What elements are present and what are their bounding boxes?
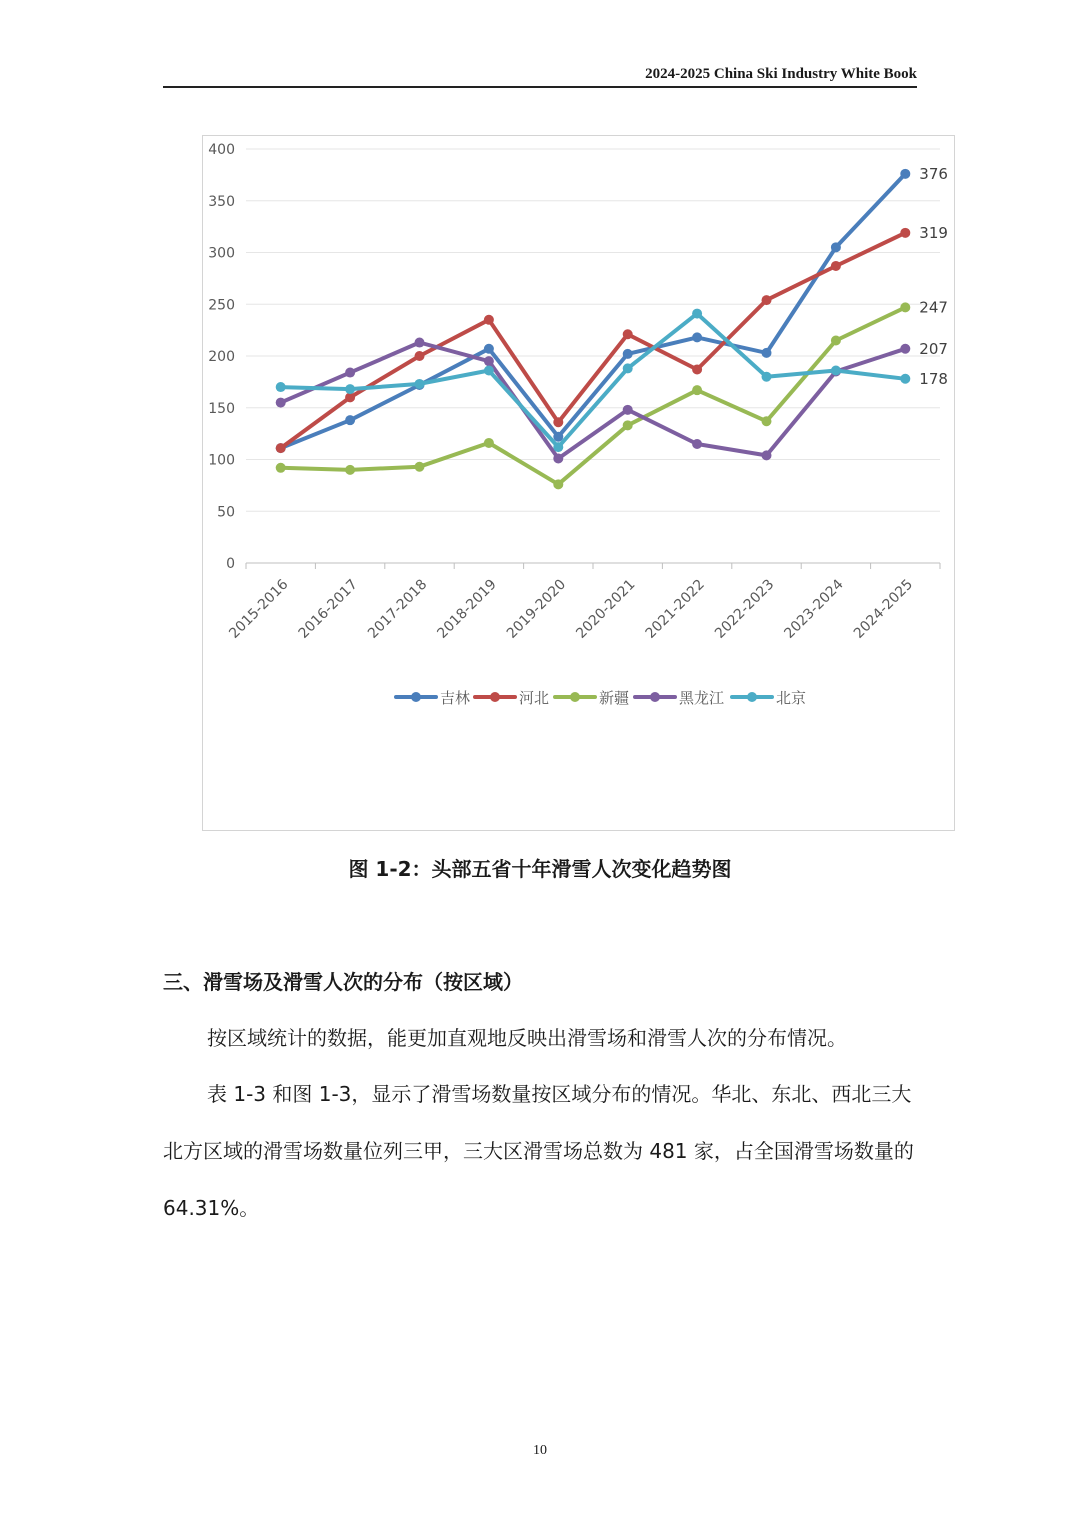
y-tick-label: 300 bbox=[208, 245, 235, 262]
data-point bbox=[900, 228, 910, 238]
data-point bbox=[415, 379, 425, 389]
x-tick-label: 2018-2019 bbox=[434, 576, 500, 642]
x-tick-label: 2017-2018 bbox=[365, 576, 431, 642]
data-point bbox=[484, 356, 494, 366]
data-point bbox=[553, 453, 563, 463]
data-point bbox=[762, 372, 772, 382]
data-point bbox=[692, 332, 702, 342]
x-tick-label: 2024-2025 bbox=[850, 576, 917, 642]
x-tick-label: 2020-2021 bbox=[573, 576, 639, 642]
data-point bbox=[762, 295, 772, 305]
data-point bbox=[345, 368, 355, 378]
legend-swatch-marker bbox=[650, 692, 660, 702]
data-point bbox=[692, 385, 702, 395]
data-point bbox=[345, 384, 355, 394]
x-tick-label: 2016-2017 bbox=[295, 576, 361, 642]
section-heading: 三、滑雪场及滑雪人次的分布（按区域） bbox=[163, 970, 523, 994]
y-tick-label: 200 bbox=[208, 349, 235, 365]
y-tick-label: 400 bbox=[208, 142, 235, 158]
data-point bbox=[276, 382, 286, 392]
data-point bbox=[623, 405, 633, 415]
series-line-1 bbox=[281, 233, 906, 448]
running-title: 2024-2025 China Ski Industry White Book bbox=[645, 66, 917, 82]
x-tick-label: 2022-2023 bbox=[712, 576, 778, 642]
x-tick-label: 2021-2022 bbox=[642, 576, 708, 642]
data-point bbox=[692, 439, 702, 449]
legend-label: 北京 bbox=[776, 689, 807, 707]
data-point bbox=[484, 315, 494, 325]
data-point bbox=[623, 329, 633, 339]
legend-label: 吉林 bbox=[440, 689, 471, 707]
data-label: 319 bbox=[919, 223, 948, 242]
y-tick-label: 250 bbox=[208, 297, 235, 314]
data-label: 207 bbox=[919, 339, 948, 358]
data-point bbox=[831, 335, 841, 345]
figure-caption: 图 1-2：头部五省十年滑雪人次变化趋势图 bbox=[348, 857, 732, 881]
data-point bbox=[276, 443, 286, 453]
paragraph-1: 按区域统计的数据，能更加直观地反映出滑雪场和滑雪人次的分布情况。 bbox=[207, 1026, 847, 1050]
data-point bbox=[484, 438, 494, 448]
data-point bbox=[345, 415, 355, 425]
x-tick-label: 2023-2024 bbox=[781, 576, 847, 642]
data-label: 247 bbox=[919, 298, 948, 317]
y-tick-label: 350 bbox=[208, 193, 235, 210]
data-label: 178 bbox=[919, 369, 948, 388]
data-label: 376 bbox=[919, 164, 948, 183]
data-point bbox=[415, 338, 425, 348]
data-point bbox=[762, 416, 772, 426]
y-tick-label: 0 bbox=[226, 556, 235, 572]
paragraph-2: 表 1-3 和图 1-3，显示了滑雪场数量按区域分布的情况。华北、东北、西北三大北方区域的滑雪场数量位列三甲，三大区滑雪场总数为 481 家，占全国滑雪场数量的 64.31%。 bbox=[163, 1082, 914, 1220]
data-point bbox=[762, 450, 772, 460]
data-point bbox=[623, 363, 633, 373]
data-point bbox=[623, 420, 633, 430]
data-point bbox=[623, 349, 633, 359]
line-chart-frame bbox=[202, 135, 955, 831]
y-tick-label: 50 bbox=[217, 504, 235, 521]
legend-label: 河北 bbox=[519, 689, 550, 707]
data-point bbox=[831, 242, 841, 252]
data-point bbox=[345, 465, 355, 475]
x-tick-label: 2015-2016 bbox=[226, 576, 292, 642]
data-point bbox=[484, 344, 494, 354]
x-tick-label: 2019-2020 bbox=[503, 576, 570, 642]
data-point bbox=[484, 365, 494, 375]
legend-label: 黑龙江 bbox=[679, 689, 725, 707]
data-point bbox=[415, 351, 425, 361]
data-point bbox=[276, 398, 286, 408]
series-line-3 bbox=[281, 343, 906, 459]
page-number: 10 bbox=[533, 1443, 547, 1458]
data-point bbox=[900, 302, 910, 312]
line-chart bbox=[203, 136, 956, 832]
data-point bbox=[900, 344, 910, 354]
legend-swatch-marker bbox=[747, 692, 757, 702]
data-point bbox=[553, 417, 563, 427]
data-point bbox=[692, 309, 702, 319]
data-point bbox=[900, 374, 910, 384]
data-point bbox=[553, 479, 563, 489]
legend-label: 新疆 bbox=[599, 689, 630, 707]
data-point bbox=[831, 261, 841, 271]
y-tick-label: 150 bbox=[208, 400, 235, 417]
data-point bbox=[276, 463, 286, 473]
data-point bbox=[553, 442, 563, 452]
data-point bbox=[831, 365, 841, 375]
data-point bbox=[415, 462, 425, 472]
legend-swatch-marker bbox=[570, 692, 580, 702]
running-header bbox=[163, 64, 917, 88]
legend-swatch-marker bbox=[490, 692, 500, 702]
legend-swatch-marker bbox=[411, 692, 421, 702]
data-point bbox=[900, 169, 910, 179]
data-point bbox=[762, 348, 772, 358]
data-point bbox=[692, 364, 702, 374]
y-tick-label: 100 bbox=[208, 452, 235, 469]
